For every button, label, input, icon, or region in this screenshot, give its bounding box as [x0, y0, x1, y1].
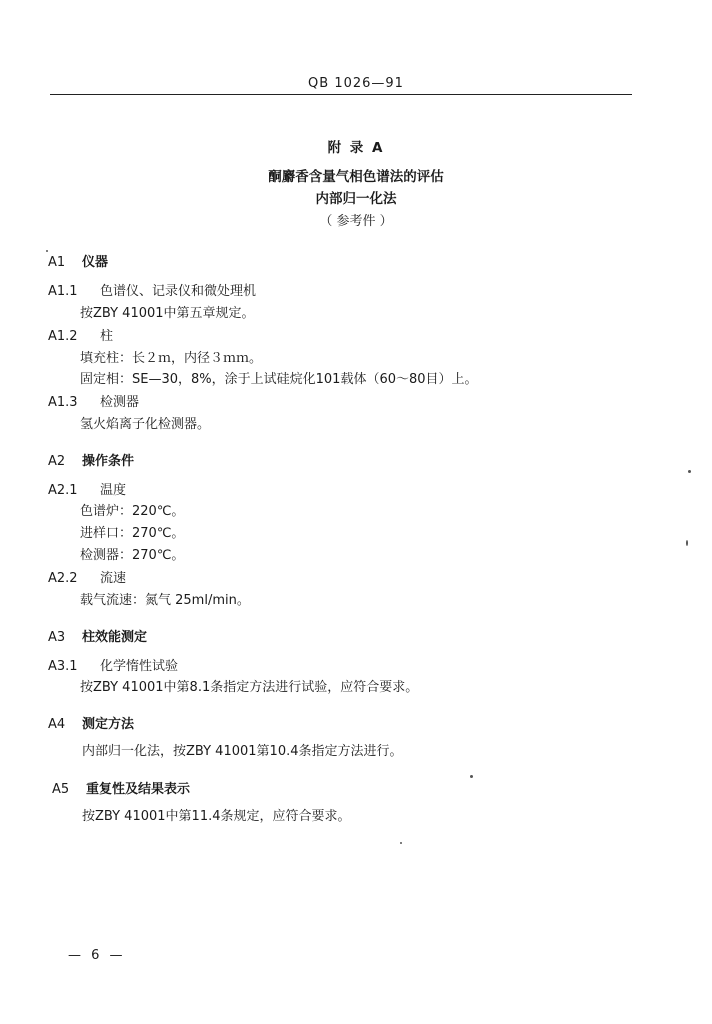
- section-a2-1-heading: [48, 479, 126, 498]
- section-a3-1-text: 按ZBY 41001中第8.1条指定方法进行试验，应符合要求。: [80, 680, 419, 695]
- section-a3-1-heading: [48, 655, 178, 674]
- section-number: A5: [52, 782, 70, 797]
- section-number: A3: [48, 630, 66, 645]
- document-note: （ 参考件 ）: [319, 214, 393, 229]
- document-subtitle: 内部归一化法: [315, 191, 397, 207]
- section-a5-text: 按ZBY 41001中第11.4条规定，应符合要求。: [82, 809, 351, 824]
- section-a4-heading: [48, 713, 134, 732]
- section-label: 温度: [100, 483, 127, 498]
- section-label: 重复性及结果表示: [86, 782, 191, 797]
- section-a1-3-heading: [48, 391, 139, 410]
- page-number: — 6 —: [68, 948, 126, 963]
- section-label: 测定方法: [82, 717, 135, 732]
- section-a2-1-text-3: 检测器：270℃。: [80, 548, 185, 563]
- scan-speck: [688, 470, 691, 473]
- section-label: 仪器: [82, 255, 109, 270]
- section-a2-1-text-2: 进样口：270℃。: [80, 526, 185, 541]
- section-a2-1-text-1: 色谱炉：220℃。: [80, 504, 185, 519]
- scan-speck: [686, 540, 688, 546]
- section-a2-2-text: 载气流速：氮气 25ml/min。: [80, 593, 250, 608]
- section-number: A1: [48, 255, 66, 270]
- section-a1-2-text-2: 固定相：SE—30，8%，涂于上试硅烷化101载体（60～80目）上。: [80, 372, 478, 387]
- page-header: QB 1026—91: [308, 76, 404, 91]
- section-a3-heading: [48, 626, 147, 645]
- section-label: 色谱仪、记录仪和微处理机: [100, 284, 257, 299]
- section-label: 化学惰性试验: [100, 659, 179, 674]
- section-number: A3.1: [48, 659, 78, 674]
- section-label: 柱效能测定: [82, 630, 148, 645]
- section-number: A1.3: [48, 395, 78, 410]
- section-number: A2.2: [48, 571, 78, 586]
- section-a2-heading: [48, 450, 134, 469]
- section-a1-heading: [48, 251, 108, 270]
- section-label: 柱: [100, 329, 114, 344]
- section-a1-3-text: 氢火焰离子化检测器。: [80, 417, 211, 432]
- section-a1-2-text-1: 填充柱：长２ｍ，内径３ｍｍ。: [80, 351, 263, 366]
- section-label: 流速: [100, 571, 127, 586]
- section-number: A1.1: [48, 284, 78, 299]
- section-number: A1.2: [48, 329, 78, 344]
- scan-speck: [46, 250, 48, 252]
- section-a1-1-heading: [48, 280, 256, 299]
- section-a5-heading: [52, 778, 190, 797]
- section-number: A4: [48, 717, 66, 732]
- section-number: A2: [48, 454, 66, 469]
- section-label: 操作条件: [82, 454, 135, 469]
- scan-speck: [400, 842, 402, 844]
- document-title: 酮麝香含量气相色谱法的评估: [268, 169, 444, 185]
- section-label: 检测器: [100, 395, 140, 410]
- section-a1-1-text: 按ZBY 41001中第五章规定。: [80, 306, 255, 321]
- appendix-title: 附 录 A: [327, 140, 385, 156]
- section-a1-2-heading: [48, 325, 113, 344]
- scan-speck: [470, 775, 473, 778]
- section-a4-text: 内部归一化法，按ZBY 41001第10.4条指定方法进行。: [82, 744, 403, 759]
- section-a2-2-heading: [48, 567, 126, 586]
- header-rule: [50, 94, 632, 95]
- section-number: A2.1: [48, 483, 78, 498]
